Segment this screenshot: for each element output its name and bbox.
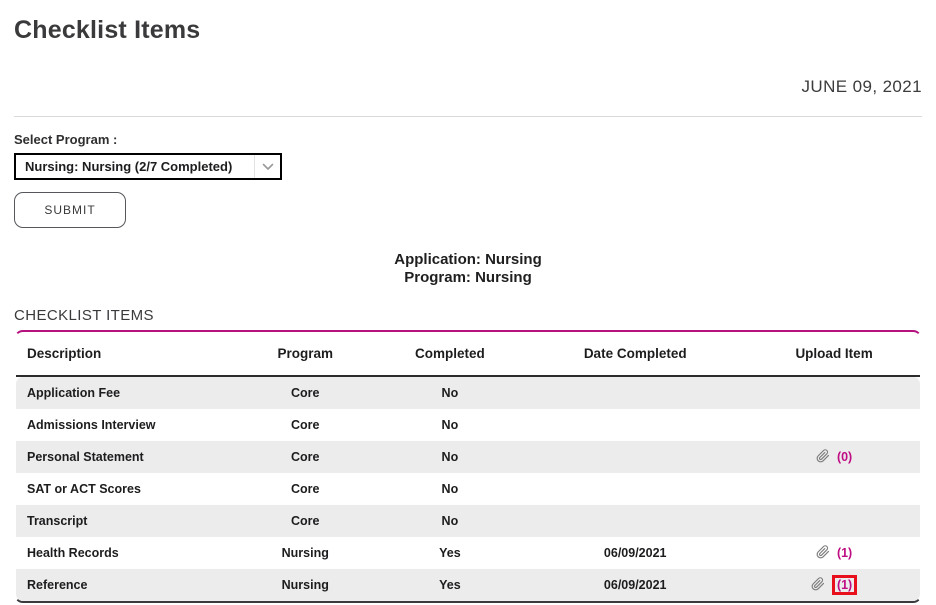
table-row — [16, 473, 920, 505]
cell-completed: No — [441, 386, 459, 400]
cell-description: Transcript — [27, 514, 88, 528]
application-line: Application: Nursing — [394, 251, 542, 268]
cell-description: Application Fee — [27, 386, 121, 400]
cell-program: Core — [291, 514, 320, 528]
cell-upload — [748, 449, 920, 466]
table-row — [16, 537, 920, 569]
upload-count[interactable]: (0) — [836, 450, 853, 464]
column-header-description: Description — [27, 346, 102, 361]
cell-completed: No — [441, 450, 459, 464]
upload-count[interactable]: (1) — [836, 546, 853, 560]
cell-completed: No — [441, 482, 459, 496]
table-row — [16, 569, 920, 601]
current-date: JUNE 09, 2021 — [801, 77, 922, 96]
table-body — [16, 377, 920, 601]
table-row — [16, 377, 920, 409]
program-select[interactable] — [14, 153, 282, 180]
checklist-section-title: CHECKLIST ITEMS — [14, 307, 154, 324]
table-row — [16, 441, 920, 473]
paperclip-icon — [816, 449, 830, 466]
page-title: Checklist Items — [14, 16, 201, 44]
cell-description: Health Records — [27, 546, 119, 560]
checklist-table — [14, 330, 922, 603]
cell-date-completed: 06/09/2021 — [603, 546, 667, 560]
upload-link[interactable] — [816, 449, 852, 466]
cell-program: Core — [291, 386, 320, 400]
table-header-row — [16, 332, 920, 377]
cell-completed: Yes — [439, 546, 461, 560]
upload-link[interactable] — [811, 575, 857, 595]
column-header-program: Program — [277, 346, 334, 361]
cell-date-completed: 06/09/2021 — [603, 578, 667, 592]
cell-upload — [748, 545, 920, 562]
cell-completed: No — [441, 514, 459, 528]
table-row — [16, 409, 920, 441]
cell-program: Core — [291, 450, 320, 464]
header-divider — [14, 116, 922, 117]
submit-button[interactable]: SUBMIT — [14, 192, 126, 228]
application-info — [14, 251, 922, 287]
cell-description: Reference — [27, 578, 88, 592]
table-row — [16, 505, 920, 537]
paperclip-icon — [811, 577, 825, 594]
program-select-value: Nursing: Nursing (2/7 Completed) — [25, 159, 233, 174]
cell-upload — [748, 575, 920, 595]
chevron-down-icon[interactable] — [254, 155, 280, 178]
column-header-upload-item: Upload Item — [795, 346, 873, 361]
cell-description: Personal Statement — [27, 450, 144, 464]
select-program-label: Select Program : — [14, 132, 118, 147]
column-header-completed: Completed — [415, 346, 485, 361]
program-line: Program: Nursing — [404, 269, 532, 286]
cell-completed: Yes — [439, 578, 461, 592]
upload-count[interactable]: (1) — [832, 575, 857, 595]
upload-link[interactable] — [816, 545, 852, 562]
column-header-date-completed: Date Completed — [583, 346, 687, 361]
cell-program: Core — [291, 418, 320, 432]
cell-description: Admissions Interview — [27, 418, 156, 432]
paperclip-icon — [816, 545, 830, 562]
cell-program: Nursing — [281, 546, 329, 560]
cell-program: Nursing — [281, 578, 329, 592]
cell-program: Core — [291, 482, 320, 496]
cell-description: SAT or ACT Scores — [27, 482, 141, 496]
cell-completed: No — [441, 418, 459, 432]
